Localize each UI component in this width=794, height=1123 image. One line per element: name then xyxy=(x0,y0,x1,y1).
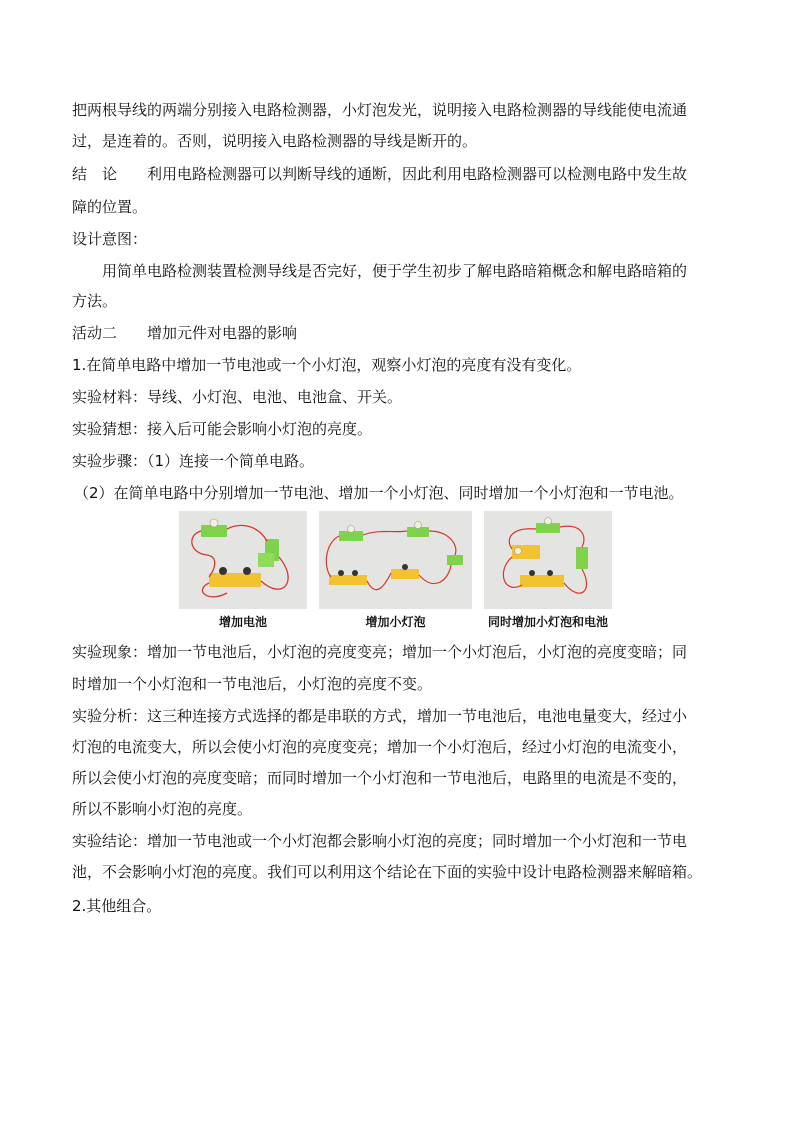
photo-caption: 增加小灯泡 xyxy=(365,615,426,629)
experiment-photos xyxy=(179,511,613,631)
paragraph-line: 障的位置。 xyxy=(72,198,148,216)
photo-add-bulb-and-battery xyxy=(484,511,612,609)
paragraph-line: 用简单电路检测装置检测导线是否完好，便于学生初步了解电路暗箱概念和解电路暗箱的 xyxy=(72,262,688,280)
paragraph-line: 实验步骤：（1）连接一个简单电路。 xyxy=(72,452,315,470)
paragraph-line: 灯泡的电流变大，所以会使小灯泡的亮度变亮；增加一个小灯泡后，经过小灯泡的电流变小， xyxy=(72,738,688,756)
section-heading: 设计意图： xyxy=(72,230,148,248)
photo-add-battery xyxy=(179,511,307,609)
paragraph-line: 所以不影响小灯泡的亮度。 xyxy=(72,800,253,818)
photo-add-bulb xyxy=(319,511,472,609)
paragraph-line: 实验分析：这三种连接方式选择的都是串联的方式，增加一节电池后，电池电量变大，经过小 xyxy=(72,707,688,725)
paragraph-line: 把两根导线的两端分别接入电路检测器，小灯泡发光，说明接入电路检测器的导线能使电流通 xyxy=(72,101,688,119)
paragraph-line: 实验材料：导线、小灯泡、电池、电池盒、开关。 xyxy=(72,388,403,406)
photo-caption: 同时增加小灯泡和电池 xyxy=(487,615,608,629)
paragraph-line: 过，是连着的。否则，说明接入电路检测器的导线是断开的。 xyxy=(72,132,478,150)
photo-caption: 增加电池 xyxy=(218,615,267,629)
paragraph-line: 实验现象：增加一节电池后，小灯泡的亮度变亮；增加一个小灯泡后，小灯泡的亮度变暗；同 xyxy=(72,643,688,661)
conclusion-line: 结 论 利用电路检测器可以判断导线的通断，因此利用电路检测器可以检测电路中发生故 xyxy=(72,165,688,183)
paragraph-line: 方法。 xyxy=(72,292,118,310)
paragraph-line: 池，不会影响小灯泡的亮度。我们可以利用这个结论在下面的实验中设计电路检测器来解暗箱。 xyxy=(72,863,703,881)
paragraph-line: 实验猜想：接入后可能会影响小灯泡的亮度。 xyxy=(72,420,373,438)
paragraph-line: （2）在简单电路中分别增加一节电池、增加一个小灯泡、同时增加一个小灯泡和一节电池。 xyxy=(74,484,684,502)
paragraph-line: 所以会使小灯泡的亮度变暗；而同时增加一个小灯泡和一节电池后，电路里的电流是不变的， xyxy=(72,769,688,787)
paragraph-line: 时增加一个小灯泡和一节电池后，小灯泡的亮度不变。 xyxy=(72,675,433,693)
paragraph-line: 实验结论：增加一节电池或一个小灯泡都会影响小灯泡的亮度；同时增加一个小灯泡和一节电 xyxy=(72,832,688,850)
paragraph-line: 1.在简单电路中增加一节电池或一个小灯泡，观察小灯泡的亮度有没有变化。 xyxy=(72,356,582,374)
activity-heading: 活动二 增加元件对电器的影响 xyxy=(72,324,298,342)
paragraph-line: 2.其他组合。 xyxy=(72,897,162,915)
